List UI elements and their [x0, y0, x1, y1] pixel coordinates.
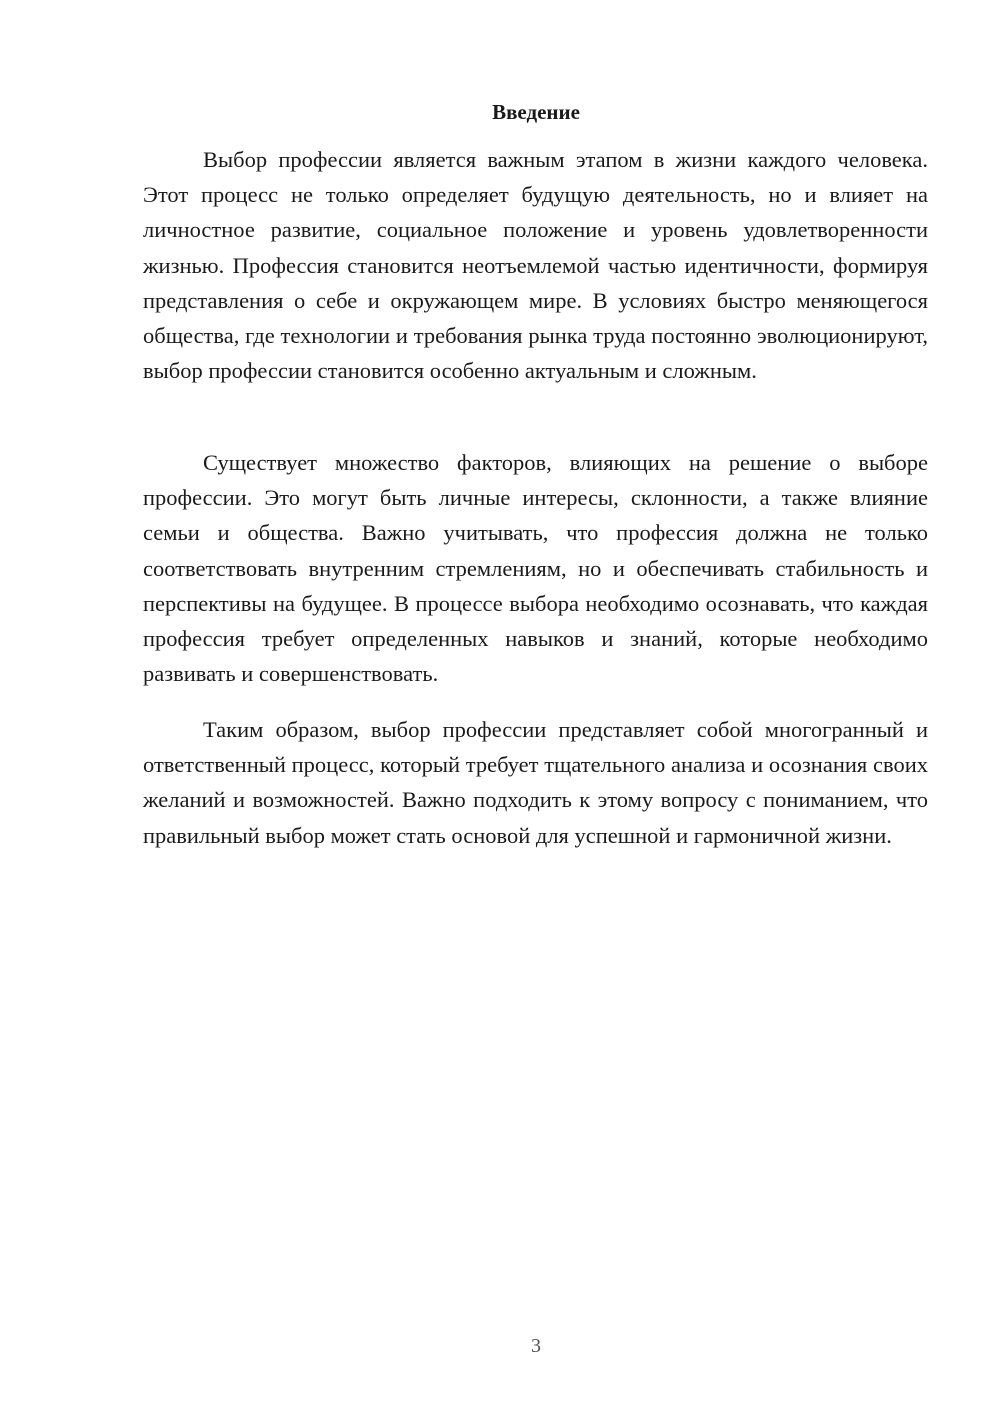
- paragraph-conclusion: Таким образом, выбор профессии представляет собой многогранный и ответственный процесс, который требует тщательного анализа и осознания своих желаний и возможностей. Важно подходить к этому вопросу с пониманием, что правильный выбор может стать основой для успешной и гармоничной жизни.: [143, 717, 928, 848]
- page-number: 3: [531, 1335, 541, 1357]
- paragraph-intro: Выбор профессии является важным этапом в жизни каждого человека. Этот процесс не только определяет будущую деятельность, но и влияет на личностное развитие, социальное положение и уровень удовлетворенности жизнью. Профессия становится неотъемлемой частью идентичности, формируя представления о себе и окружающем мире. В условиях быстро меняющегося общества, где технологии и требования рынка труда постоянно эволюционируют, выбор профессии становится особенно актуальным и сложным.: [143, 147, 928, 384]
- section-title: Введение: [492, 100, 580, 124]
- paragraph-factors: Существует множество факторов, влияющих на решение о выборе профессии. Это могут быть личные интересы, склонности, а также влияние семьи и общества. Важно учитывать, что профессия должна не только соответствовать внутренним стремлениям, но и обеспечивать стабильность и перспективы на будущее. В процессе выбора необходимо осознавать, что каждая профессия требует определенных навыков и знаний, которые необходимо развивать и совершенствовать.: [143, 450, 928, 687]
